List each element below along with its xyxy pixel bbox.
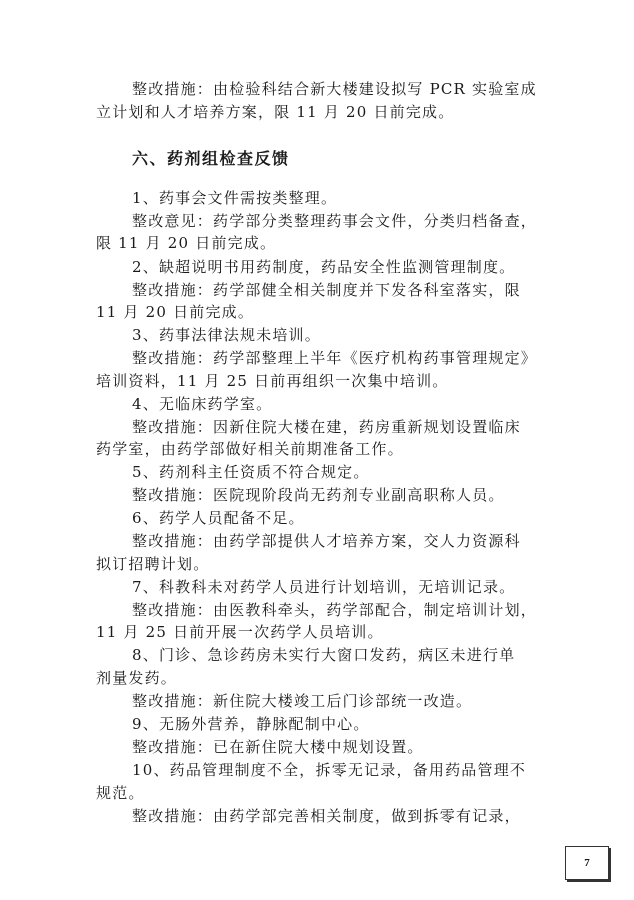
text-line: 8、门诊、急诊药房未实行大窗口发药，病区未进行单 [132, 646, 516, 664]
text-line: 整改措施：由检验科结合新大楼建设拟写 PCR 实验室成 [132, 80, 537, 98]
text-line: 立计划和人才培养方案，限 11 月 20 日前完成。 [96, 103, 455, 121]
text-line: 整改措施：新住院大楼竣工后门诊部统一改造。 [132, 692, 473, 710]
text-line: 整改措施：由药学部提供人才培养方案，交人力资源科 [132, 532, 521, 550]
text-line: 3、药事法律法规未培训。 [132, 326, 321, 344]
text-line: 1、药事会文件需按类整理。 [132, 189, 338, 207]
text-line: 4、无临床药学室。 [132, 395, 273, 413]
section-heading: 六、药剂组检查反馈 [132, 149, 290, 168]
text-line: 2、缺超说明书用药制度，药品安全性监测管理制度。 [132, 258, 516, 276]
text-line: 规范。 [96, 784, 145, 802]
text-line: 整改措施：因新住院大楼在建，药房重新规划设置临床 [132, 418, 521, 436]
text-line: 剂量发药。 [96, 669, 178, 687]
text-line: 拟订招聘计划。 [96, 555, 210, 573]
text-line: 6、药学人员配备不足。 [132, 509, 305, 527]
text-line: 10、药品管理制度不全，拆零无记录，备用药品管理不 [132, 761, 527, 779]
text-line: 9、无肠外营养，静脉配制中心。 [132, 715, 370, 733]
page-number: 7 [565, 846, 609, 880]
text-line: 整改措施：由药学部完善相关制度，做到拆零有记录， [132, 807, 521, 825]
text-line: 培训资料，11 月 25 日前再组织一次集中培训。 [96, 372, 449, 390]
text-line: 11 月 20 日前完成。 [96, 303, 255, 321]
text-line: 5、药剂科主任资质不符合规定。 [132, 463, 370, 481]
text-line: 整改措施：药学部健全相关制度并下发各科室落实，限 [132, 281, 521, 299]
text-line: 11 月 25 日前开展一次药学人员培训。 [96, 623, 384, 641]
text-line: 整改意见：药学部分类整理药事会文件，分类归档备查， [132, 212, 538, 230]
text-line: 整改措施：由医教科牵头，药学部配合，制定培训计划， [132, 601, 538, 619]
text-line: 整改措施：已在新住院大楼中规划设置。 [132, 738, 424, 756]
text-line: 7、科教科未对药学人员进行计划培训，无培训记录。 [132, 578, 516, 596]
text-line: 限 11 月 20 日前完成。 [96, 234, 277, 252]
text-line: 整改措施：医院现阶段尚无药剂专业副高职称人员。 [132, 486, 505, 504]
text-line: 整改措施：药学部整理上半年《医疗机构药事管理规定》 [132, 349, 538, 367]
text-line: 药学室，由药学部做好相关前期准备工作。 [96, 440, 404, 458]
